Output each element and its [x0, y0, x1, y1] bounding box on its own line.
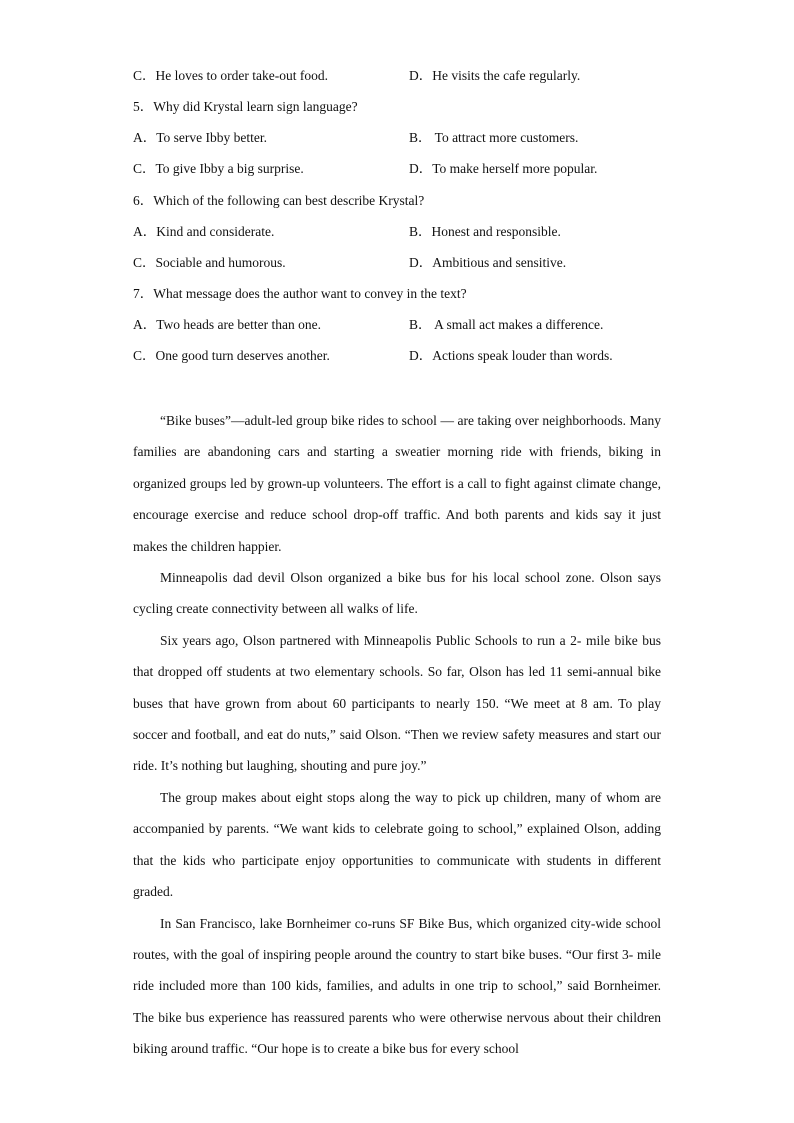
reading-passage: [133, 405, 661, 1065]
question-5-options-ab: [133, 128, 663, 148]
q5-option-c: C．To give Ibby a big surprise.: [133, 161, 304, 176]
question-7-options-cd: [133, 346, 663, 366]
question-5-stem: [133, 97, 663, 117]
question-7-stem: [133, 284, 663, 304]
q7-option-b: B． A small act makes a difference.: [409, 317, 604, 332]
q5-option-b: B． To attract more customers.: [409, 130, 579, 145]
q6-option-c: C．Sociable and humorous.: [133, 255, 286, 270]
passage-paragraph-4: The group makes about eight stops along the way to pick up children, many of whom are accompanied by parents. “We want kids to celebrate going to school,” explained Olson, adding that the kids who participate enjoy opportunities to communicate with students in different graded.: [133, 789, 661, 900]
q5-option-d: D．To make herself more popular.: [409, 161, 598, 176]
question-4-options-cd: [133, 66, 663, 86]
passage-paragraph-2: Minneapolis dad devil Olson organized a bike bus for his local school zone. Olson says cycling create connectivity between all walks of life.: [133, 570, 661, 617]
q7-option-d: D．Actions speak louder than words.: [409, 348, 613, 363]
q6-option-b: B．Honest and responsible.: [409, 224, 561, 239]
passage-paragraph-1: “Bike buses”—adult-led group bike rides to school — are taking over neighborhoods. Many families are abandoning cars and starting a sweatier morning ride with friends, biking in organized groups led by grown-up volunteers. The effort is a call to fight against climate change, encourage exercise and reduce school drop-off traffic. And both parents and kids say it just makes the children happier.: [133, 413, 661, 554]
q7-stem: 7．What message does the author want to convey in the text?: [133, 286, 467, 301]
passage-paragraph-3: Six years ago, Olson partnered with Minneapolis Public Schools to run a 2- mile bike bus that dropped off students at two elementary schools. So far, Olson has led 11 semi-annual bike buses that have grown from about 60 participants to nearly 150. “We meet at 8 am. To play soccer and football, and eat do nuts,” said Olson. “Then we review safety measures and start our ride. It’s nothing but laughing, shouting and pure joy.”: [133, 632, 661, 774]
q6-option-a: A．Kind and considerate.: [133, 224, 275, 239]
q4-option-d: D．He visits the cafe regularly.: [409, 68, 581, 83]
question-7-options-ab: [133, 315, 663, 335]
q4-option-c: C．He loves to order take-out food.: [133, 68, 328, 83]
passage-paragraph-5: In San Francisco, lake Bornheimer co-runs SF Bike Bus, which organized city-wide school routes, with the goal of inspiring people around the country to start bike buses. “Our first 3- mile ride included more than 100 kids, families, and adults in one trip to school,” said Bornheimer. The bike bus experience has reassured parents who were otherwise nervous about their children biking around traffic. “Our hope is to create a bike bus for every school: [133, 915, 661, 1057]
question-6-options-cd: [133, 253, 663, 273]
q7-option-a: A．Two heads are better than one.: [133, 317, 321, 332]
q6-option-d: D．Ambitious and sensitive.: [409, 255, 567, 270]
question-6-options-ab: [133, 222, 663, 242]
q5-stem: 5．Why did Krystal learn sign language?: [133, 99, 358, 114]
question-6-stem: [133, 191, 663, 211]
q6-stem: 6．Which of the following can best describe Krystal?: [133, 193, 425, 208]
q7-option-c: C．One good turn deserves another.: [133, 348, 330, 363]
q5-option-a: A．To serve Ibby better.: [133, 130, 268, 145]
question-5-options-cd: [133, 159, 663, 179]
